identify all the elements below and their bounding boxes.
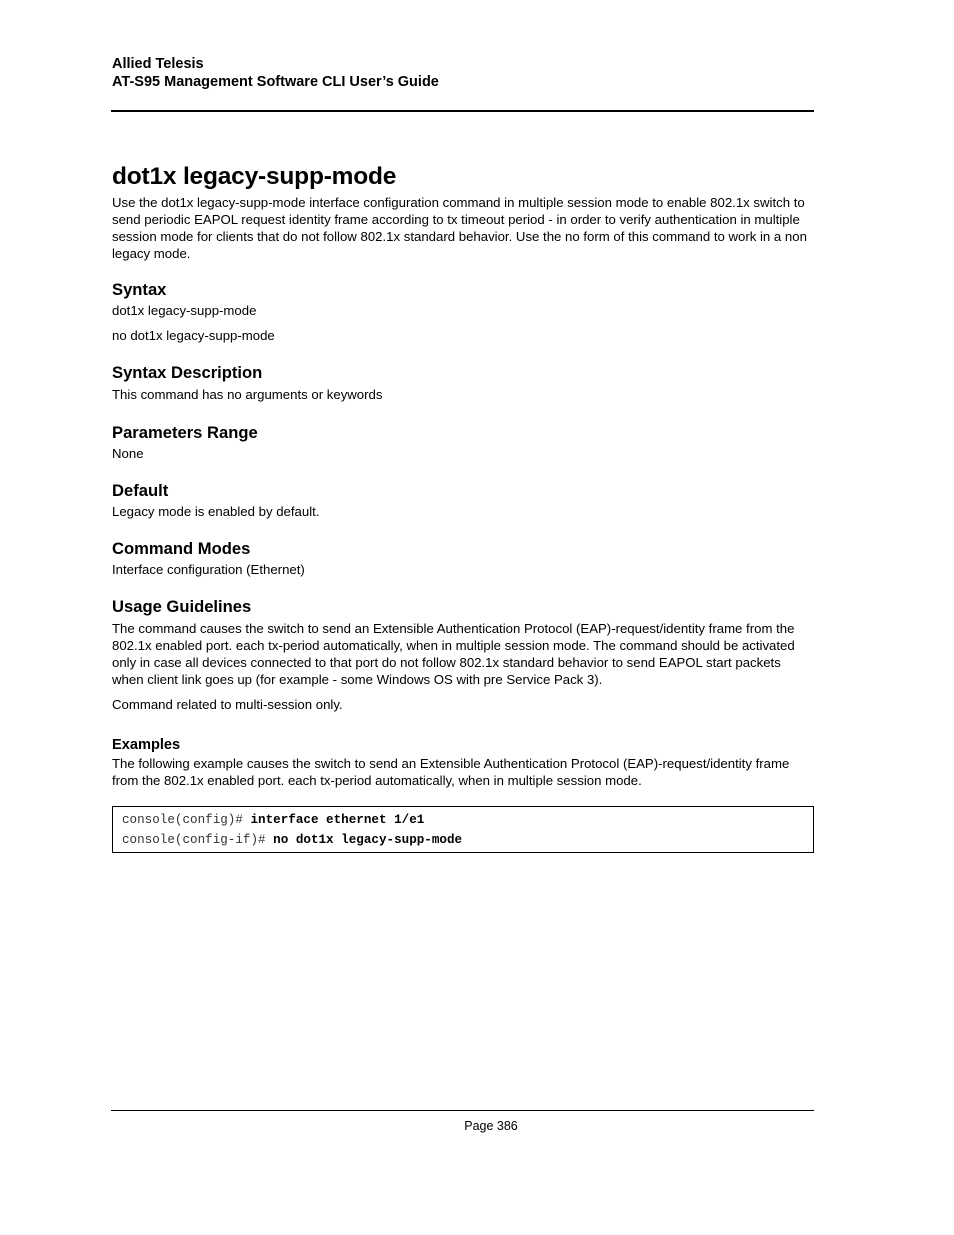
page-content (112, 160, 814, 853)
code-line (122, 830, 804, 850)
command-modes-heading: Command Modes (112, 539, 251, 558)
intro-paragraph: Use the dot1x legacy-supp-mode interface configuration command in multiple session mode to enable 802.1x switch to send periodic EAPOL request identity frame according to tx timeout period - in order to verify authentication in multiple session mode for clients that do not follow 802.1x standard behavior. Use the no form of this command to work in a non legacy mode. (112, 195, 807, 261)
page-header (112, 55, 814, 91)
code-example (112, 806, 814, 853)
examples-heading: Examples (112, 737, 181, 753)
page-title: dot1x legacy-supp-mode (112, 163, 397, 190)
header-rule (111, 110, 814, 112)
guide-title: AT-S95 Management Software CLI User’s Guide (112, 74, 439, 90)
code-prompt: console(config)# (122, 813, 243, 827)
code-prompt: console(config-if)# (122, 833, 266, 847)
usage-guidelines-paragraph: Command related to multi-session only. (112, 697, 343, 712)
parameters-range-heading: Parameters Range (112, 423, 258, 442)
syntax-description-heading: Syntax Description (112, 363, 263, 382)
code-command: interface ethernet 1/e1 (250, 813, 425, 827)
page-number: Page 386 (464, 1119, 518, 1133)
default-heading: Default (112, 481, 169, 500)
command-modes-text: Interface configuration (Ethernet) (112, 562, 305, 577)
examples-text: The following example causes the switch to send an Extensible Authentication Protocol (EAP)-request/identity frame from the 802.1x enabled port. each tx-period automatically, when in multiple session mode. (112, 756, 790, 788)
code-command: no dot1x legacy-supp-mode (273, 833, 463, 847)
default-text: Legacy mode is enabled by default. (112, 504, 320, 519)
parameters-range-text: None (112, 446, 144, 461)
usage-guidelines-heading: Usage Guidelines (112, 597, 252, 616)
code-line (122, 810, 804, 830)
usage-guidelines-paragraph: The command causes the switch to send an Extensible Authentication Protocol (EAP)-request/identity frame from the 802.1x enabled port. each tx-period automatically, when in multiple session mode. The command should be activated only in case all devices connected to that port do not follow 802.1x standard behavior to send EAPOL start packets when client link goes up (for example - some Windows OS with pre Service Pack 3). (112, 621, 795, 687)
syntax-heading: Syntax (112, 280, 167, 299)
company-name: Allied Telesis (112, 56, 204, 72)
syntax-line: no dot1x legacy-supp-mode (112, 328, 275, 343)
footer-rule (111, 1110, 814, 1111)
syntax-line: dot1x legacy-supp-mode (112, 303, 257, 318)
syntax-description-text: This command has no arguments or keywords (112, 387, 383, 402)
